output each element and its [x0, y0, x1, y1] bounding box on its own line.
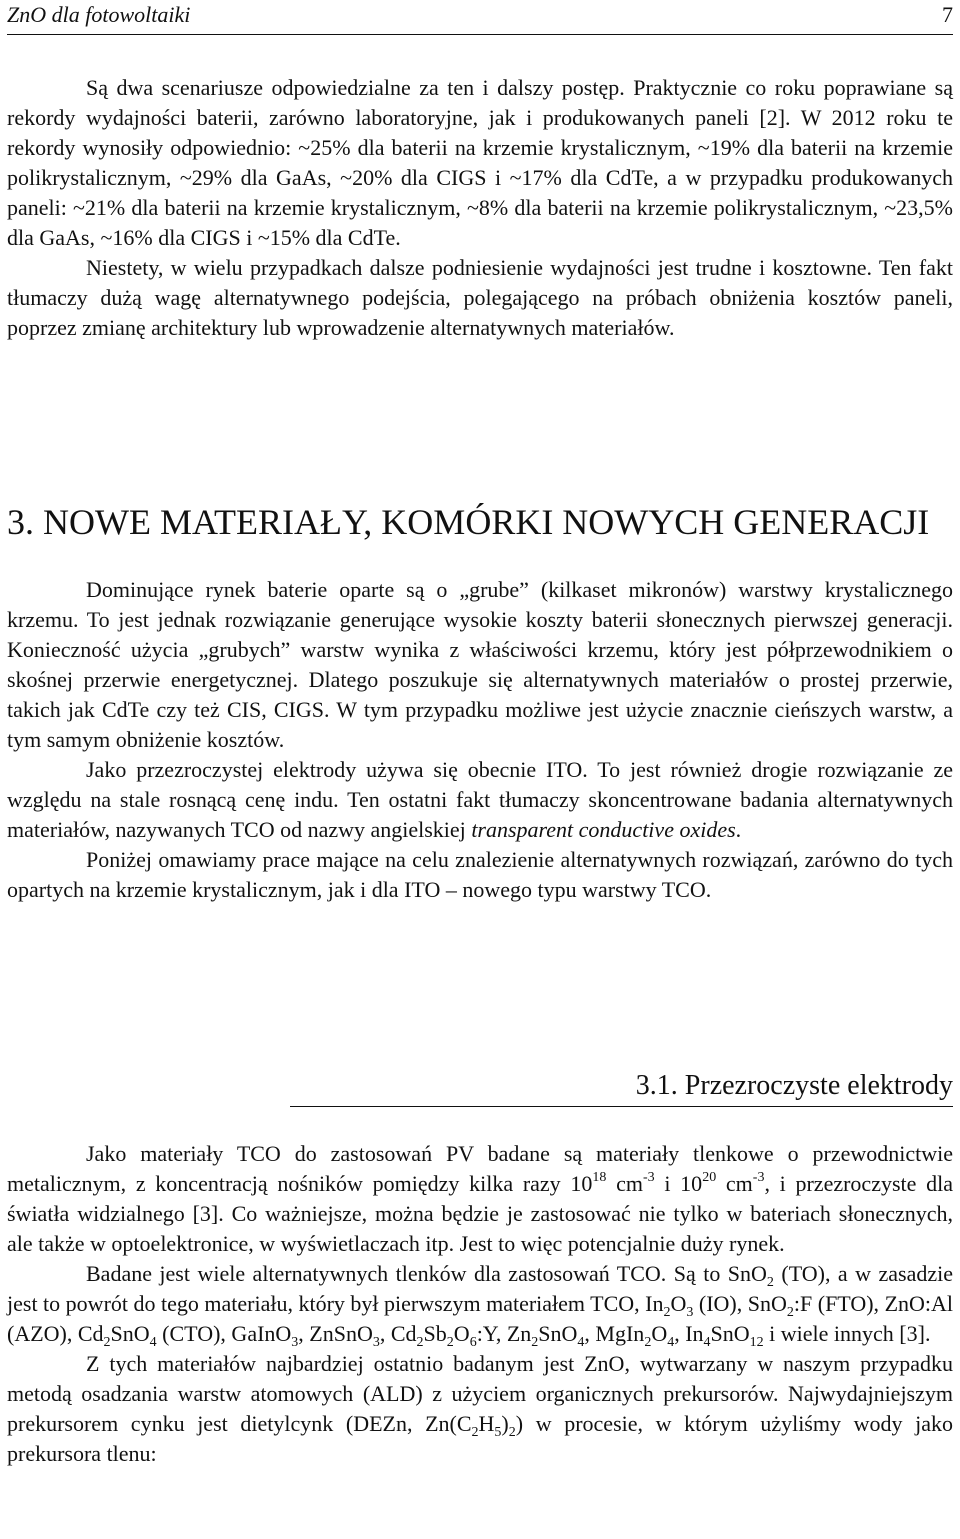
text-run: H: [478, 1411, 495, 1436]
text-run: SnO: [710, 1321, 750, 1346]
text-run: , ZnSnO: [298, 1321, 373, 1346]
section-3-body: [7, 575, 953, 905]
text-run: .: [735, 817, 742, 842]
text-run: SnO: [110, 1321, 150, 1346]
text-run: (TO), a w zasadzie jest to powrót do tego materiału, który był pierwszym materiałem TCO, In: [7, 1261, 954, 1316]
text-run: ): [501, 1411, 509, 1436]
text-run: (IO), SnO: [693, 1291, 787, 1316]
running-title: ZnO dla fotowoltaiki: [7, 2, 191, 27]
text-run: , MgIn: [584, 1321, 645, 1346]
subscript: 2: [766, 1275, 774, 1290]
subscript: 3: [372, 1335, 380, 1350]
subscript: 4: [149, 1335, 157, 1350]
subscript: 2: [644, 1335, 652, 1350]
text-run: O: [651, 1321, 668, 1346]
superscript: -3: [752, 1170, 765, 1185]
paragraph: [7, 1349, 953, 1469]
subscript: 4: [667, 1335, 675, 1350]
text-run: Z tych materiałów najbardziej ostatnio badanym jest ZnO, wytwarzany w naszym przypadku metodą osadzania warstw atomowych (ALD) z użyciem organicznych prekursorów. Najwydajniejszym prekursorem cynku jest dietylcynk (DEZn, Zn(C: [7, 1351, 953, 1436]
subscript: 2: [508, 1425, 516, 1440]
section-3-1-body: [7, 1139, 953, 1469]
subscript: 2: [663, 1305, 671, 1320]
text-run: cm: [716, 1171, 753, 1196]
text-run: Jako przezroczystej elektrody używa się obecnie ITO. To jest również drogie rozwiązanie ze względu na stale rosnącą cenę indu. Ten ostatni fakt tłumaczy skoncentrowane badania alternatywnych materiałów, nazywanych TCO od nazwy angielskiej: [7, 757, 953, 842]
text-run: :Y, Zn: [476, 1321, 532, 1346]
subscript: 2: [416, 1335, 424, 1350]
text-run: , In: [674, 1321, 704, 1346]
text-run: i 10: [654, 1171, 703, 1196]
subscript: 12: [749, 1335, 764, 1350]
text-run: cm: [606, 1171, 643, 1196]
text-run: , Cd: [379, 1321, 417, 1346]
running-header: [7, 0, 953, 35]
text-run: i wiele innych [3].: [763, 1321, 931, 1346]
superscript: -3: [642, 1170, 655, 1185]
text-run: O: [670, 1291, 687, 1316]
page-number: 7: [942, 2, 953, 27]
text-run: O: [453, 1321, 470, 1346]
subscript: 2: [471, 1425, 479, 1440]
subscript: 4: [577, 1335, 585, 1350]
text-run: , i przezroczyste dla światła widzialnego [3]. Co ważniejsze, można będzie je zastosować nie tylko w bateriach słonecznych, ale także w optoelektronice, w wyświetlaczach itp. Jest to więc potencjalnie duży rynek.: [7, 1171, 953, 1256]
subscript: 2: [446, 1335, 454, 1350]
italic-term: transparent conductive oxides: [471, 817, 736, 842]
paragraph: Niestety, w wielu przypadkach dalsze podniesienie wydajności jest trudne i kosztowne. Ten fakt tłumaczy dużą wagę alternatywnego podejścia, polegającego na próbach obniżenia kosztów paneli, poprzez zmianę architektury lub wprowadzenie alternatywnych materiałów.: [7, 255, 953, 340]
intro-block: [7, 73, 953, 343]
text-run: ) w procesie, w którym użyliśmy wody jako prekursora tlenu:: [7, 1411, 953, 1466]
subsection-heading: 3.1. Przezroczyste elektrody: [290, 1066, 953, 1107]
subscript: 3: [686, 1305, 694, 1320]
paragraph: [7, 755, 953, 845]
subscript: 6: [469, 1335, 477, 1350]
subscript: 2: [786, 1305, 794, 1320]
superscript: 20: [702, 1170, 717, 1185]
section-heading: 3. NOWE MATERIAŁY, KOMÓRKI NOWYCH GENERACJI: [7, 502, 930, 542]
text-run: (CTO), GaInO: [156, 1321, 292, 1346]
subscript: 2: [531, 1335, 539, 1350]
text-run: SnO: [538, 1321, 578, 1346]
text-run: Jako materiały TCO do zastosowań PV badane są materiały tlenkowe o przewodnictwie metalicznym, z koncentracją nośników pomiędzy kilka razy 10: [7, 1141, 953, 1196]
subscript: 5: [494, 1425, 502, 1440]
paragraph: Są dwa scenariusze odpowiedzialne za ten i dalszy postęp. Praktycznie co roku poprawiane są rekordy wydajności baterii, zarówno laboratoryjne, jak i produkowanych paneli [2]. W 2012 roku te rekordy wynosiły odpowiednio: ~25% dla baterii na krzemie krystalicznym, ~19% dla baterii na krzemie polikrystalicznym, ~29% dla GaAs, ~20% dla CIGS i ~17% dla CdTe, a w przypadku produkowanych paneli: ~21% dla baterii na krzemie krystalicznym, ~8% dla baterii na krzemie polikrystalicznym, ~23,5% dla GaAs, ~16% dla CIGS i ~15% dla CdTe.: [7, 75, 953, 250]
text-run: Badane jest wiele alternatywnych tlenków dla zastosowań TCO. Są to SnO: [86, 1261, 767, 1286]
text-run: Sb: [423, 1321, 447, 1346]
subscript: 2: [103, 1335, 111, 1350]
superscript: 18: [592, 1170, 607, 1185]
paragraph: Poniżej omawiamy prace mające na celu znalezienie alternatywnych rozwiązań, zarówno do tych opartych na krzemie krystalicznym, jak i dla ITO – nowego typu warstwy TCO.: [7, 847, 953, 902]
paragraph: [7, 1259, 953, 1349]
paragraph: [7, 1139, 953, 1259]
subscript: 4: [703, 1335, 711, 1350]
text-run: :F (FTO), ZnO:Al (AZO), Cd: [7, 1291, 954, 1346]
subscript: 3: [291, 1335, 299, 1350]
paragraph: Dominujące rynek baterie oparte są o „grube” (kilkaset mikronów) warstwy krystalicznego krzemu. To jest jednak rozwiązanie generujące wysokie koszty baterii słonecznych pierwszej generacji. Konieczność użycia „grubych” warstw wynika z właściwości krzemu, który jest półprzewodnikiem o skośnej przerwie energetycznej. Dlatego poszukuje się alternatywnych materiałów o prostej przerwie, takich jak CdTe czy też CIS, CIGS. W tym przypadku możliwe jest użycie znacznie cieńszych warstw, a tym samym obniżenie kosztów.: [7, 577, 953, 752]
